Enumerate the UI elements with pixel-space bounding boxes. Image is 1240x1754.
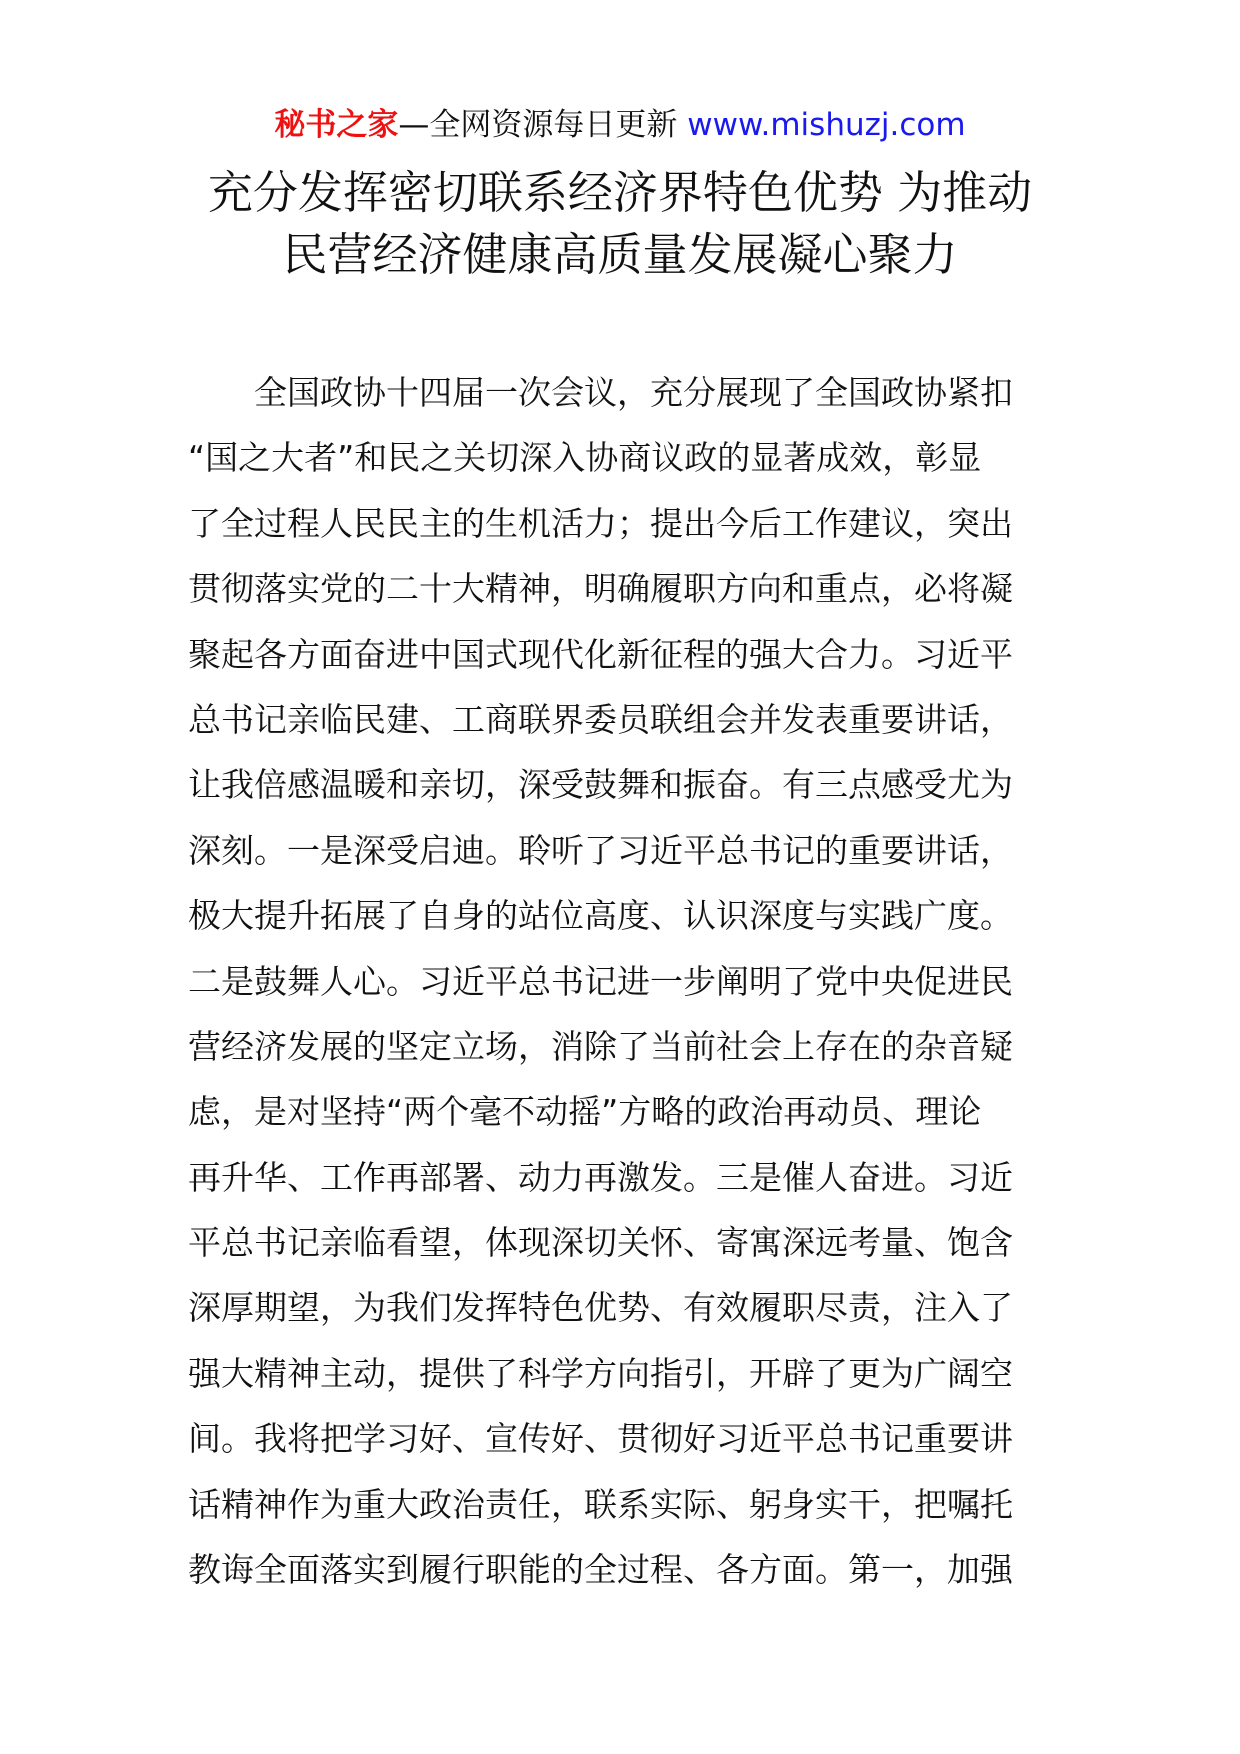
body-line: 深刻。一是深受启迪。聆听了习近平总书记的重要讲话，	[188, 830, 1013, 870]
body-line: 总书记亲临民建、工商联界委员联组会并发表重要讲话，	[188, 699, 1013, 739]
body-line: “国之大者”和民之关切深入协商议政的显著成效，彰显	[188, 438, 982, 478]
body-line: 二是鼓舞人心。习近平总书记进一步阐明了党中央促进民	[188, 961, 1013, 1001]
body-line: 话精神作为重大政治责任，联系实际、躬身实干，把嘱托	[188, 1484, 1013, 1524]
site-url-link[interactable]: www.mishuzj.com	[687, 107, 966, 143]
document-body	[188, 360, 1032, 1602]
body-line: 让我倍感温暖和亲切，深受鼓舞和振奋。有三点感受尤为	[188, 765, 1013, 805]
body-line: 贯彻落实党的二十大精神，明确履职方向和重点，必将凝	[188, 569, 1013, 609]
site-header-banner	[0, 100, 1240, 150]
body-line: 全国政协十四届一次会议，充分展现了全国政协紧扣	[254, 373, 1013, 412]
body-line: 强大精神主动，提供了科学方向指引，开辟了更为广阔空	[188, 1353, 1013, 1393]
title-line: 充分发挥密切联系经济界特色优势 为推动	[207, 166, 1033, 219]
brand-name: 秘书之家	[274, 107, 399, 143]
body-line: 聚起各方面奋进中国式现代化新征程的强大合力。习近平	[188, 634, 1013, 674]
body-line: 深厚期望，为我们发挥特色优势、有效履职尽责，注入了	[188, 1288, 1013, 1328]
body-line: 了全过程人民民主的生机活力；提出今后工作建议，突出	[188, 503, 1013, 543]
body-line: 平总书记亲临看望，体现深切关怀、寄寓深远考量、饱含	[188, 1223, 1013, 1263]
body-line: 虑，是对坚持“两个毫不动摇”方略的政治再动员、理论	[188, 1092, 982, 1132]
body-line: 教诲全面落实到履行职能的全过程、各方面。第一，加强	[188, 1550, 1013, 1590]
document-title	[150, 162, 1090, 286]
body-line: 营经济发展的坚定立场，消除了当前社会上存在的杂音疑	[188, 1026, 1013, 1066]
body-line: 再升华、工作再部署、动力再激发。三是催人奋进。习近	[188, 1157, 1013, 1197]
body-line: 极大提升拓展了自身的站位高度、认识深度与实践广度。	[188, 896, 1013, 936]
title-line: 民营经济健康高质量发展凝心聚力	[282, 228, 958, 281]
body-line: 间。我将把学习好、宣传好、贯彻好习近平总书记重要讲	[188, 1419, 1013, 1459]
header-tagline: —全网资源每日更新	[398, 107, 688, 143]
